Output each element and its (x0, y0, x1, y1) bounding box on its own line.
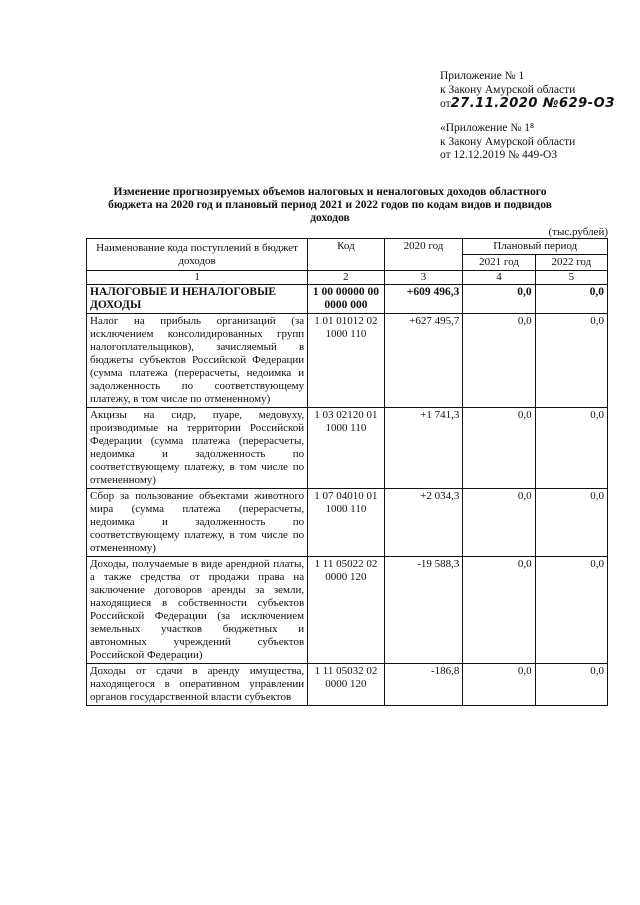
header-2021: 2021 год (463, 255, 535, 271)
row-name: Сбор за пользование объектами животного мира (сумма платежа (перерасчеты, недоимка и задолженность по соответствующему платежу, в том числе по отмененному) (87, 489, 308, 557)
handwritten-date-number: 27.11.2020 №629-ОЗ (450, 96, 615, 111)
colnum-2: 2 (308, 271, 385, 285)
row-code: 1 01 01012 02 1000 110 (308, 314, 385, 408)
row-2021: 0,0 (463, 408, 535, 489)
colnum-4: 4 (463, 271, 535, 285)
row-code: 1 00 00000 00 0000 000 (308, 285, 385, 314)
row-name: Налог на прибыль организаций (за исключением консолидированных групп налогоплательщиков), зачисляемый в бюджеты субъектов Российской Федерации (сумма платежа (перерасчеты, недоимка и задолженность по соответствующему платежу, в том числе по отмененному) (87, 314, 308, 408)
prev-appendix-number: «Приложение № 1⁸ (440, 122, 534, 134)
row-2020: +609 496,3 (384, 285, 463, 314)
table-row (87, 314, 608, 408)
row-name: Доходы, получаемые в виде арендной платы, а также средства от продажи права на заключение договоров аренды за земли, находящиеся в собственности субъектов Российской Федерации (за исключением земельных участков бюджетных и автономных учреждений субъектов Российской Федерации) (87, 557, 308, 664)
column-number-row (87, 271, 608, 285)
row-2022: 0,0 (535, 557, 607, 664)
row-2020: +1 741,3 (384, 408, 463, 489)
appendix-law: к Закону Амурской области (440, 83, 576, 96)
row-code: 1 03 02120 01 1000 110 (308, 408, 385, 489)
row-2021: 0,0 (463, 314, 535, 408)
row-code: 1 11 05032 02 0000 120 (308, 664, 385, 706)
prev-appendix-law: к Закону Амурской области (440, 135, 576, 148)
table-row (87, 489, 608, 557)
row-code: 1 11 05022 02 0000 120 (308, 557, 385, 664)
row-2020: +627 495,7 (384, 314, 463, 408)
table-row (87, 557, 608, 664)
row-2022: 0,0 (535, 314, 607, 408)
table-row-total (87, 285, 608, 314)
table-row (87, 664, 608, 706)
row-2022: 0,0 (535, 408, 607, 489)
row-2022: 0,0 (535, 664, 607, 706)
header-name: Наименование кода поступлений в бюджет доходов (87, 239, 308, 271)
table-row (87, 408, 608, 489)
header-2022: 2022 год (535, 255, 607, 271)
row-2021: 0,0 (463, 664, 535, 706)
row-2021: 0,0 (463, 285, 535, 314)
header-planned-period: Плановый период (463, 239, 608, 255)
row-2021: 0,0 (463, 557, 535, 664)
appendix-block (440, 70, 615, 112)
row-2022: 0,0 (535, 285, 607, 314)
prev-appendix-date: от 12.12.2019 № 449-ОЗ (440, 149, 558, 161)
appendix-date (440, 97, 615, 112)
colnum-1: 1 (87, 271, 308, 285)
units-label: (тыс.рублей) (548, 226, 608, 238)
row-code: 1 07 04010 01 1000 110 (308, 489, 385, 557)
header-2020: 2020 год (384, 239, 463, 271)
previous-appendix-block (440, 122, 575, 163)
appendix-date-prefix: от (440, 98, 451, 110)
document-title: Изменение прогнозируемых объемов налоговых и неналоговых доходов областного бюджета на 2020 год и плановый период 2021 и 2022 годов по кодам видов и подвидов доходов (108, 186, 552, 224)
row-name: Акцизы на сидр, пуаре, медовуху, производимые на территории Российской Федерации (сумма платежа (перерасчеты, недоимка и задолженность по соответствующему платежу, в том числе по отмененному) (87, 408, 308, 489)
revenue-table (86, 238, 608, 706)
colnum-5: 5 (535, 271, 607, 285)
row-2020: -19 588,3 (384, 557, 463, 664)
appendix-number: Приложение № 1 (440, 70, 525, 82)
row-2021: 0,0 (463, 489, 535, 557)
row-name: НАЛОГОВЫЕ И НЕНАЛОГОВЫЕ ДОХОДЫ (87, 285, 308, 314)
row-2022: 0,0 (535, 489, 607, 557)
row-name: Доходы от сдачи в аренду имущества, находящегося в оперативном управлении органов государственной власти субъектов (87, 664, 308, 706)
row-2020: +2 034,3 (384, 489, 463, 557)
row-2020: -186,8 (384, 664, 463, 706)
table-header-row (87, 239, 608, 255)
header-code: Код (308, 239, 385, 271)
colnum-3: 3 (384, 271, 463, 285)
